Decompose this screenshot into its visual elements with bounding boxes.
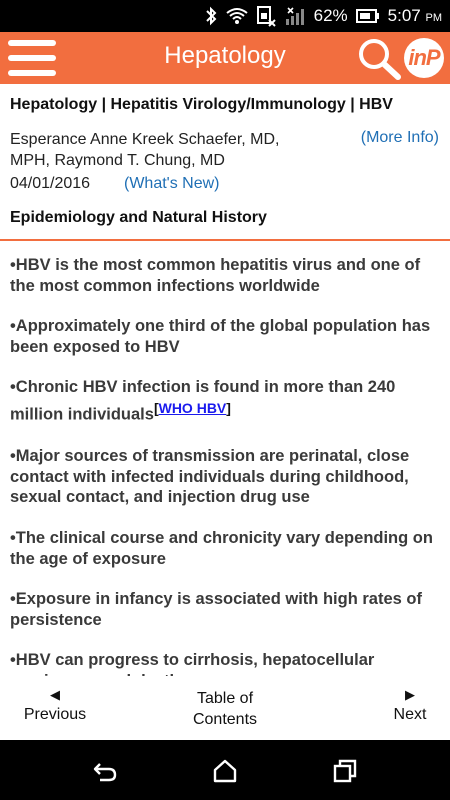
toc-label-line2: Contents: [192, 711, 258, 728]
whats-new-link[interactable]: (What's New): [124, 175, 220, 192]
bullet-item: •The clinical course and chronicity vary depending on the age of exposure: [10, 529, 433, 568]
next-button[interactable]: [388, 688, 432, 724]
breadcrumb: Hepatology | Hepatitis Virology/Immunology | HBV: [10, 96, 393, 113]
ref-open: [: [153, 399, 159, 416]
next-label: Next: [393, 706, 427, 723]
home-icon[interactable]: [212, 758, 238, 784]
toc-label-line1: Table of: [196, 690, 254, 707]
authors: Esperance Anne Kreek Schaefer, MD, MPH, Raymond T. Chung, MD: [10, 131, 280, 169]
previous-label: Previous: [23, 706, 87, 723]
header-divider: [0, 239, 450, 241]
bluetooth-icon: [204, 6, 218, 26]
bullet-text: •Chronic HBV infection is found in more than 240 million individuals: [10, 378, 396, 423]
previous-button[interactable]: [20, 688, 90, 724]
section-title: Epidemiology and Natural History: [10, 209, 267, 226]
bullet-item: •HBV can progress to cirrhosis, hepatocellular: [10, 651, 375, 669]
battery-icon: [356, 8, 380, 24]
more-info-link[interactable]: (More Info): [360, 129, 439, 146]
status-bar: [0, 0, 450, 32]
bullet-item: •HBV is the most common hepatitis virus and one of the most common infections worldwide: [10, 256, 421, 295]
logo-text: inP: [408, 45, 440, 70]
search-icon[interactable]: [356, 36, 402, 80]
arrow-left-icon: ◀: [50, 687, 60, 702]
recent-apps-icon[interactable]: [332, 758, 358, 784]
bullet-item: •Approximately one third of the global population has been exposed to HBV: [10, 317, 431, 356]
page-title: Hepatology: [164, 42, 286, 69]
bullet-item: •Exposure in infancy is associated with high rates of persistence: [10, 590, 422, 629]
system-navigation-bar: [0, 740, 450, 800]
app-bar: [0, 32, 450, 84]
inpractice-logo[interactable]: [404, 38, 444, 78]
status-icons: [204, 0, 442, 32]
ref-close: ]: [226, 399, 231, 416]
bullet-item: [10, 377, 442, 425]
bullet-item: •Major sources of transmission are perinatal, close contact with infected individuals during childhood, sexual contact, and injection drug use: [10, 447, 410, 506]
arrow-right-icon: ▶: [405, 687, 415, 702]
content-scroll-area[interactable]: [0, 243, 450, 676]
battery-percent: 62%: [313, 6, 348, 25]
clock-ampm: PM: [425, 12, 442, 24]
table-of-contents-button[interactable]: [175, 688, 275, 730]
back-icon[interactable]: [92, 758, 118, 784]
clock-time: 5:07: [387, 6, 421, 25]
publish-date: 04/01/2016: [10, 175, 91, 192]
signal-icon: [284, 5, 306, 27]
reference-bracket: [154, 400, 231, 416]
wifi-icon: [226, 7, 248, 25]
sim-card-icon: [256, 5, 276, 27]
bottom-navigation: [0, 676, 450, 740]
who-hbv-reference-link[interactable]: WHO HBV: [158, 399, 227, 416]
clock: [388, 6, 442, 26]
